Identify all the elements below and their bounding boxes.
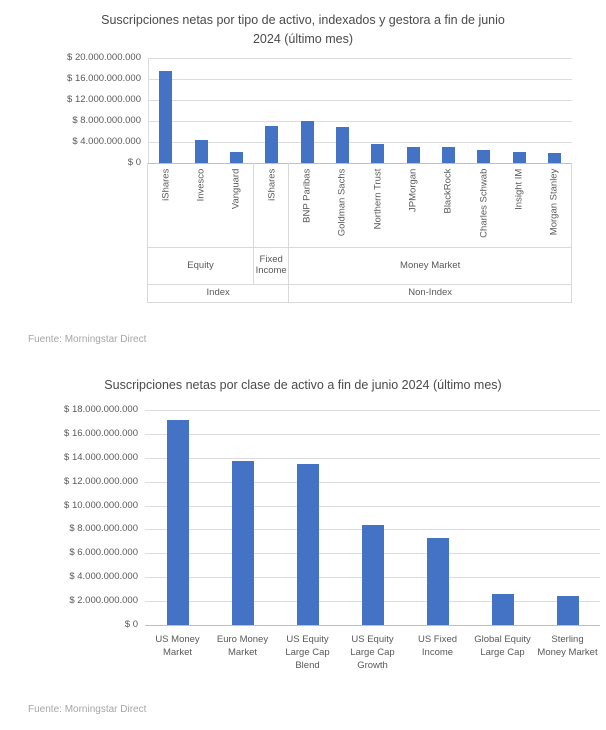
- bar: [407, 147, 420, 163]
- bar: [159, 71, 172, 163]
- bar: [301, 121, 314, 163]
- bar: [195, 140, 208, 163]
- x-axis-label: US Fixed Income: [417, 634, 458, 659]
- category-group-label: Non-Index: [289, 284, 572, 303]
- y-axis-tick-label: $ 16.000.000.000: [67, 73, 141, 84]
- x-axis-label: Northern Trust: [372, 168, 384, 230]
- y-axis-line: [148, 58, 149, 163]
- chart-net-subscriptions-by-type-and-manager: [0, 0, 606, 330]
- x-axis-label: Insight IM: [513, 168, 525, 211]
- x-axis-label: Charles Schwab: [478, 168, 490, 239]
- bar: [513, 152, 526, 163]
- x-axis-label: BlackRock: [442, 168, 454, 214]
- x-axis-label: Morgan Stanley: [548, 168, 560, 236]
- x-axis-label: JPMorgan: [407, 168, 419, 213]
- x-axis-label: Invesco: [195, 168, 207, 202]
- chart-title-line: 2024 (último mes): [252, 32, 354, 46]
- category-group-row: [147, 163, 572, 247]
- x-axis-label: US Equity Large Cap Growth: [350, 634, 395, 672]
- bar: [557, 596, 579, 625]
- gridline: [148, 142, 572, 143]
- x-axis-label: US Equity Large Cap Blend: [285, 634, 330, 672]
- y-axis-tick-label: $ 8.000.000.000: [72, 115, 141, 126]
- source-note: Fuente: Morningstar Direct: [28, 334, 147, 345]
- chart-title-line: Suscripciones netas por clase de activo a fin de junio 2024 (último mes): [104, 378, 502, 392]
- bar: [362, 525, 384, 625]
- category-group-label: Index: [148, 284, 289, 303]
- category-group-label: [254, 163, 289, 247]
- x-axis-label: Global Equity Large Cap: [474, 634, 531, 659]
- category-group-label: Fixed Income: [254, 247, 289, 284]
- y-axis-tick-label: $ 6.000.000.000: [69, 547, 138, 559]
- y-axis-tick-label: $ 12.000.000.000: [67, 94, 141, 105]
- bar: [167, 420, 189, 625]
- category-group-row: [147, 247, 572, 284]
- gridline: [148, 79, 572, 80]
- gridline: [145, 434, 600, 435]
- x-axis-label: Goldman Sachs: [336, 168, 348, 237]
- chart-net-subscriptions-by-asset-class: [0, 365, 606, 700]
- gridline: [145, 410, 600, 411]
- category-group-label: [148, 163, 254, 247]
- gridline: [148, 100, 572, 101]
- gridline: [145, 506, 600, 507]
- category-group-label: [289, 163, 572, 247]
- bar: [548, 153, 561, 163]
- y-axis-tick-label: $ 14.000.000.000: [64, 451, 138, 463]
- y-axis-tick-label: $ 0: [124, 619, 138, 630]
- category-group-label: Money Market: [289, 247, 572, 284]
- y-axis-tick-label: $ 20.000.000.000: [67, 52, 141, 63]
- bar: [336, 127, 349, 163]
- bar: [492, 594, 514, 625]
- x-axis-label: BNP Paribas: [301, 168, 313, 224]
- bar: [477, 150, 490, 163]
- y-axis-tick-label: $ 2.000.000.000: [69, 595, 138, 607]
- category-group-row: [147, 284, 572, 303]
- chart-title-line: Suscripciones netas por tipo de activo, indexados y gestora a fin de junio: [101, 13, 505, 27]
- x-axis-label: Sterling Money Market: [537, 634, 598, 659]
- x-axis-label: iShares: [266, 168, 278, 202]
- y-axis-tick-label: $ 4.000.000.000: [72, 136, 141, 147]
- bar: [230, 152, 243, 163]
- y-axis-tick-label: $ 10.000.000.000: [64, 499, 138, 511]
- y-axis-tick-label: $ 4.000.000.000: [69, 571, 138, 583]
- gridline: [148, 58, 572, 59]
- y-axis-tick-label: $ 12.000.000.000: [64, 475, 138, 487]
- category-group-label: Equity: [148, 247, 254, 284]
- bar: [371, 144, 384, 163]
- y-axis-tick-label: $ 0: [127, 157, 141, 168]
- x-axis-label: US Money Market: [155, 634, 200, 659]
- y-axis-tick-label: $ 16.000.000.000: [64, 427, 138, 439]
- x-axis-label: iShares: [160, 168, 172, 202]
- x-axis-label: Vanguard: [230, 168, 242, 210]
- gridline: [145, 482, 600, 483]
- y-axis-tick-label: $ 18.000.000.000: [64, 404, 138, 415]
- bar: [427, 538, 449, 625]
- x-axis-line: [145, 625, 600, 626]
- x-axis-label: Euro Money Market: [216, 634, 269, 659]
- bar: [232, 461, 254, 625]
- bar: [442, 147, 455, 163]
- bar: [265, 126, 278, 163]
- gridline: [145, 458, 600, 459]
- bar: [297, 464, 319, 625]
- source-note: Fuente: Morningstar Direct: [28, 704, 147, 715]
- y-axis-tick-label: $ 8.000.000.000: [69, 523, 138, 535]
- gridline: [148, 121, 572, 122]
